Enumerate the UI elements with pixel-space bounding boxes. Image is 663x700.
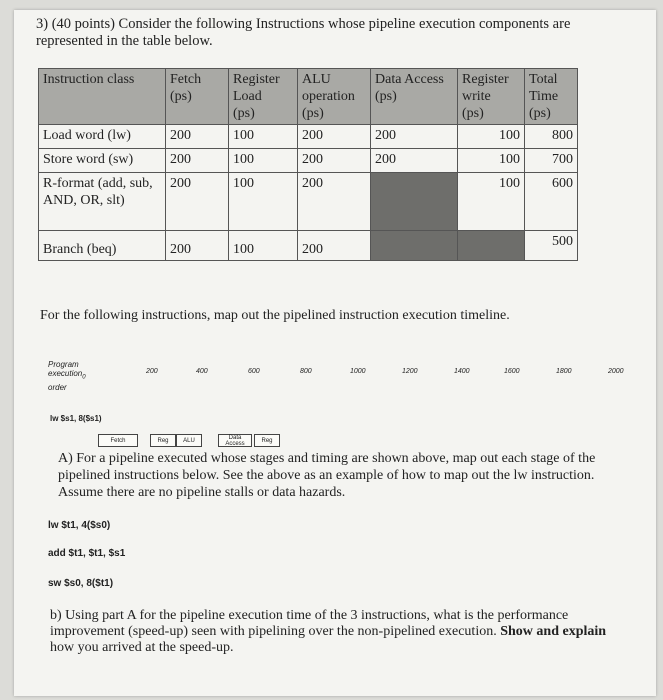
cell-alu: 200 — [298, 231, 371, 261]
tick-label: 800 — [300, 368, 312, 375]
tick-label: 1600 — [504, 368, 520, 375]
tick-label: 2000 — [608, 368, 624, 375]
cell-data-access: 200 — [371, 149, 458, 173]
cell-reg: 100 — [229, 173, 298, 231]
cell-data-access-empty — [371, 231, 458, 261]
tick-label: 1200 — [402, 368, 418, 375]
part-a-text: A) For a pipeline executed whose stages and timing are shown above, map out each stage of the pipelined instructions below. See the above as an example of how to map out the lw instruction. Assume there are no pipeline stalls or data hazards. — [58, 451, 596, 500]
table-row — [39, 173, 578, 231]
col-alu: ALU operation (ps) — [298, 69, 371, 125]
col-register-load: Register Load (ps) — [229, 69, 298, 125]
cell-alu: 200 — [298, 149, 371, 173]
question-header: 3) (40 points) Consider the following Instructions whose pipeline execution components are represented in the table below. — [36, 16, 571, 49]
tick-label: 200 — [146, 368, 158, 375]
part-b-emphasis: Show and explain — [500, 624, 607, 639]
diagram-y-label: Program execution$_0$ order — [48, 360, 86, 392]
instruction-sw: sw $s0, 8($t1) — [48, 578, 114, 589]
pipeline-diagram — [14, 350, 656, 450]
tick-label: 1000 — [350, 368, 366, 375]
cell-alu: 200 — [298, 125, 371, 149]
worksheet-page — [14, 10, 656, 696]
tick-label: 1800 — [556, 368, 572, 375]
cell-reg-write: 100 — [458, 125, 525, 149]
pipeline-prompt: For the following instructions, map out the pipelined instruction execution timeline. — [40, 308, 510, 323]
instruction-add: add $t1, $t1, $s1 — [48, 548, 126, 559]
table-header-row — [39, 69, 578, 125]
cell-fetch: 200 — [166, 149, 229, 173]
table-row — [39, 125, 578, 149]
lw-example-label: lw $s1, 8($s1) — [50, 414, 102, 423]
cell-data-access-empty — [371, 173, 458, 231]
stage-data-access: Data Access — [218, 434, 252, 447]
col-data-access: Data Access (ps) — [371, 69, 458, 125]
cell-fetch: 200 — [166, 231, 229, 261]
tick-label: 1400 — [454, 368, 470, 375]
row-label: Branch (beq) — [39, 231, 166, 261]
pipeline-table — [38, 68, 578, 261]
row-label: Store word (sw) — [39, 149, 166, 173]
cell-reg: 100 — [229, 149, 298, 173]
col-total-time: Total Time (ps) — [525, 69, 578, 125]
stage-reg-read: Reg — [150, 434, 176, 447]
cell-total: 800 — [525, 125, 578, 149]
stage-fetch: Fetch — [98, 434, 138, 447]
cell-reg: 100 — [229, 125, 298, 149]
tick-label: 600 — [248, 368, 260, 375]
table-row — [39, 149, 578, 173]
stage-alu: ALU — [176, 434, 202, 447]
cell-total: 600 — [525, 173, 578, 231]
part-b-text: b) Using part A for the pipeline execution time of the 3 instructions, what is the performance improvement (speed-up) seen with pipelining over the non-pipelined execution. Show and explain how you arrived at the speed-up. — [50, 608, 607, 655]
cell-fetch: 200 — [166, 125, 229, 149]
cell-reg-write: 100 — [458, 149, 525, 173]
instruction-lw: lw $t1, 4($s0) — [48, 520, 111, 531]
row-label: Load word (lw) — [39, 125, 166, 149]
stage-reg-write: Reg — [254, 434, 280, 447]
col-register-write: Register write (ps) — [458, 69, 525, 125]
cell-total: 500 — [525, 231, 578, 261]
cell-reg-write-empty — [458, 231, 525, 261]
cell-total: 700 — [525, 149, 578, 173]
cell-reg-write: 100 — [458, 173, 525, 231]
cell-fetch: 200 — [166, 173, 229, 231]
col-instruction-class: Instruction class — [39, 69, 166, 125]
table-row — [39, 231, 578, 261]
tick-label: 400 — [196, 368, 208, 375]
cell-reg: 100 — [229, 231, 298, 261]
row-label: R-format (add, sub, AND, OR, slt) — [39, 173, 166, 231]
col-fetch: Fetch (ps) — [166, 69, 229, 125]
cell-alu: 200 — [298, 173, 371, 231]
cell-data-access: 200 — [371, 125, 458, 149]
